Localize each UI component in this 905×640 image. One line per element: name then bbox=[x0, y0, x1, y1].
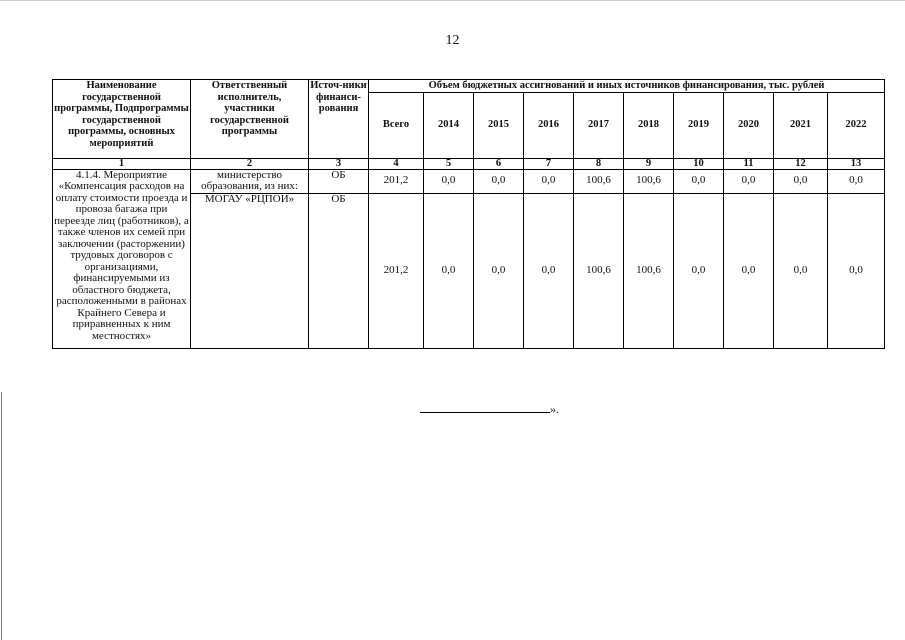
value-cell: 0,0 bbox=[524, 193, 574, 348]
column-number: 3 bbox=[309, 158, 369, 169]
executor-cell: министерство образования, из них: bbox=[191, 169, 309, 193]
column-number: 10 bbox=[674, 158, 724, 169]
source-cell: ОБ bbox=[309, 169, 369, 193]
value-cell: 0,0 bbox=[774, 169, 828, 193]
table-row bbox=[53, 169, 885, 193]
value-cell: 100,6 bbox=[624, 169, 674, 193]
executor-cell: МОГАУ «РЦПОИ» bbox=[191, 193, 309, 348]
header-executor: Ответственный исполнитель, участники государственной программы bbox=[191, 80, 309, 159]
value-cell: 0,0 bbox=[828, 193, 885, 348]
header-year: 2020 bbox=[724, 92, 774, 158]
column-number: 12 bbox=[774, 158, 828, 169]
value-cell: 0,0 bbox=[724, 193, 774, 348]
closing-mark bbox=[420, 402, 559, 417]
column-number: 8 bbox=[574, 158, 624, 169]
value-cell: 0,0 bbox=[774, 193, 828, 348]
value-cell: 201,2 bbox=[369, 169, 424, 193]
header-year: 2018 bbox=[624, 92, 674, 158]
header-volume: Объем бюджетных ассигнований и иных источников финансирования, тыс. рублей bbox=[369, 80, 885, 93]
column-number: 5 bbox=[424, 158, 474, 169]
value-cell: 0,0 bbox=[474, 193, 524, 348]
column-number: 11 bbox=[724, 158, 774, 169]
value-cell: 0,0 bbox=[424, 193, 474, 348]
header-year: 2021 bbox=[774, 92, 828, 158]
column-number: 13 bbox=[828, 158, 885, 169]
value-cell: 0,0 bbox=[474, 169, 524, 193]
value-cell: 0,0 bbox=[674, 193, 724, 348]
column-number-row bbox=[53, 158, 885, 169]
top-border-line bbox=[0, 0, 905, 1]
column-number: 6 bbox=[474, 158, 524, 169]
header-year: 2016 bbox=[524, 92, 574, 158]
value-cell: 100,6 bbox=[574, 169, 624, 193]
value-cell: 100,6 bbox=[574, 193, 624, 348]
measure-name: 4.1.4. Мероприятие «Компенсация расходов на оплату стоимости проезда и провоза багажа при переезде лиц (работников), а также членов их семей при заключении (расторжении) трудовых договоров с организациями, финансируемыми из областного бюджета, расположенными в районах Крайнего Севера и приравненных к ним местностях» bbox=[53, 169, 191, 348]
value-cell: 201,2 bbox=[369, 193, 424, 348]
header-year: 2015 bbox=[474, 92, 524, 158]
closing-quote: ». bbox=[550, 402, 559, 416]
value-cell: 100,6 bbox=[624, 193, 674, 348]
header-year: 2014 bbox=[424, 92, 474, 158]
left-margin-line bbox=[1, 392, 2, 640]
value-cell: 0,0 bbox=[674, 169, 724, 193]
header-source: Источ-ники финанси-рования bbox=[309, 80, 369, 159]
column-number: 9 bbox=[624, 158, 674, 169]
value-cell: 0,0 bbox=[524, 169, 574, 193]
header-year: 2019 bbox=[674, 92, 724, 158]
header-total: Всего bbox=[369, 92, 424, 158]
column-number: 4 bbox=[369, 158, 424, 169]
header-year: 2022 bbox=[828, 92, 885, 158]
source-cell: ОБ bbox=[309, 193, 369, 348]
column-number: 2 bbox=[191, 158, 309, 169]
value-cell: 0,0 bbox=[724, 169, 774, 193]
value-cell: 0,0 bbox=[424, 169, 474, 193]
header-year: 2017 bbox=[574, 92, 624, 158]
column-number: 7 bbox=[524, 158, 574, 169]
column-number: 1 bbox=[53, 158, 191, 169]
signature-line bbox=[420, 404, 550, 413]
header-name: Наименование государственной программы, Подпрограммы государственной программы, основных мероприятий bbox=[53, 80, 191, 159]
page-number: 12 bbox=[445, 33, 460, 48]
budget-table bbox=[52, 79, 885, 349]
value-cell: 0,0 bbox=[828, 169, 885, 193]
